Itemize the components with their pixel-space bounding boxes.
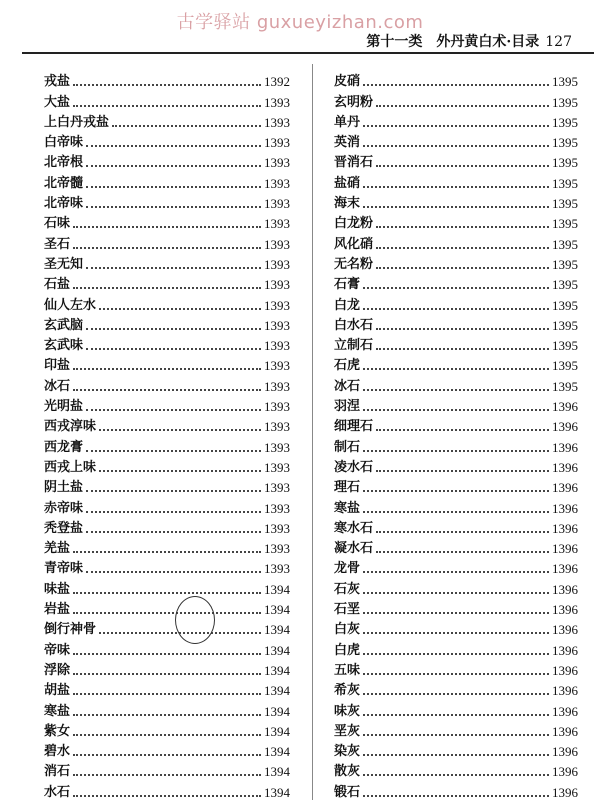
entry-page-number: 1393 bbox=[264, 338, 290, 354]
entry-page-number: 1395 bbox=[552, 196, 578, 212]
index-entry bbox=[334, 171, 578, 191]
index-entry bbox=[334, 395, 578, 415]
entry-page-number: 1396 bbox=[552, 703, 578, 719]
site-watermark: 古学驿站 guxueyizhan.com bbox=[176, 12, 424, 33]
entry-page-number: 1393 bbox=[264, 399, 290, 415]
index-entry bbox=[334, 374, 578, 394]
index-entry bbox=[334, 192, 578, 212]
entry-term: 羌盐 bbox=[44, 541, 71, 557]
index-entry bbox=[334, 253, 578, 273]
index-entry bbox=[44, 496, 290, 516]
entry-page-number: 1396 bbox=[552, 723, 578, 739]
entry-term: 白龙粉 bbox=[334, 216, 374, 232]
entry-page-number: 1396 bbox=[552, 602, 578, 618]
entry-page-number: 1394 bbox=[264, 602, 290, 618]
entry-page-number: 1393 bbox=[264, 236, 290, 252]
dot-leader bbox=[73, 84, 261, 86]
dot-leader bbox=[73, 754, 261, 756]
entry-term: 皮硝 bbox=[334, 74, 361, 90]
entry-term: 冰石 bbox=[44, 378, 71, 394]
index-entry bbox=[334, 212, 578, 232]
column-divider bbox=[312, 64, 313, 800]
dot-leader bbox=[73, 714, 261, 716]
dot-leader bbox=[363, 795, 549, 797]
entry-term: 水石 bbox=[44, 784, 71, 800]
dot-leader bbox=[363, 754, 549, 756]
entry-term: 仙人左水 bbox=[44, 297, 97, 313]
entry-page-number: 1394 bbox=[264, 622, 290, 638]
entry-term: 凝水石 bbox=[334, 541, 374, 557]
entry-page-number: 1396 bbox=[552, 784, 578, 800]
dot-leader bbox=[376, 429, 549, 431]
index-entry bbox=[44, 314, 290, 334]
dot-leader bbox=[363, 125, 549, 127]
entry-term: 胡盐 bbox=[44, 683, 71, 699]
entry-page-number: 1396 bbox=[552, 744, 578, 760]
dot-leader bbox=[112, 125, 261, 127]
index-entry bbox=[334, 90, 578, 110]
index-entry bbox=[334, 111, 578, 131]
entry-page-number: 1393 bbox=[264, 439, 290, 455]
entry-page-number: 1396 bbox=[552, 439, 578, 455]
index-entry bbox=[44, 70, 290, 90]
index-entry bbox=[44, 517, 290, 537]
dot-leader bbox=[363, 206, 549, 208]
entry-page-number: 1395 bbox=[552, 74, 578, 90]
entry-page-number: 1395 bbox=[552, 256, 578, 272]
entry-page-number: 1395 bbox=[552, 378, 578, 394]
entry-page-number: 1395 bbox=[552, 216, 578, 232]
entry-term: 岩盐 bbox=[44, 602, 71, 618]
index-entry bbox=[334, 334, 578, 354]
index-entry bbox=[44, 253, 290, 273]
dot-leader bbox=[73, 226, 261, 228]
dot-leader bbox=[363, 653, 549, 655]
index-entry bbox=[334, 435, 578, 455]
entry-page-number: 1395 bbox=[552, 94, 578, 110]
dot-leader bbox=[73, 693, 261, 695]
dot-leader bbox=[363, 511, 549, 513]
entry-term: 玄明粉 bbox=[334, 94, 374, 110]
dot-leader bbox=[99, 308, 261, 310]
entry-term: 西戎淳味 bbox=[44, 419, 97, 435]
entry-page-number: 1395 bbox=[552, 358, 578, 374]
dot-leader bbox=[363, 693, 549, 695]
entry-page-number: 1396 bbox=[552, 541, 578, 557]
right-index-column bbox=[334, 70, 578, 801]
entry-page-number: 1393 bbox=[264, 196, 290, 212]
dot-leader bbox=[376, 470, 549, 472]
entry-page-number: 1393 bbox=[264, 459, 290, 475]
entry-page-number: 1395 bbox=[552, 317, 578, 333]
index-entry bbox=[44, 415, 290, 435]
entry-page-number: 1394 bbox=[264, 662, 290, 678]
entry-term: 北帝根 bbox=[44, 155, 84, 171]
entry-term: 青帝味 bbox=[44, 561, 84, 577]
dot-leader bbox=[73, 592, 261, 594]
entry-page-number: 1395 bbox=[552, 155, 578, 171]
dot-leader bbox=[376, 226, 549, 228]
entry-page-number: 1393 bbox=[264, 94, 290, 110]
entry-page-number: 1394 bbox=[264, 723, 290, 739]
dot-leader bbox=[376, 551, 549, 553]
section-title: 第十一类 外丹黄白术·目录 bbox=[366, 34, 540, 50]
entry-page-number: 1396 bbox=[552, 419, 578, 435]
index-entry bbox=[334, 273, 578, 293]
entry-term: 盐硝 bbox=[334, 175, 361, 191]
dot-leader bbox=[86, 206, 261, 208]
index-entry bbox=[334, 618, 578, 638]
index-entry bbox=[334, 232, 578, 252]
dot-leader bbox=[376, 105, 549, 107]
index-entry bbox=[334, 557, 578, 577]
entry-term: 白帝味 bbox=[44, 135, 84, 151]
dot-leader bbox=[73, 774, 261, 776]
entry-page-number: 1393 bbox=[264, 135, 290, 151]
entry-page-number: 1393 bbox=[264, 317, 290, 333]
dot-leader bbox=[86, 328, 261, 330]
entry-page-number: 1393 bbox=[264, 175, 290, 191]
index-entry bbox=[44, 90, 290, 110]
entry-page-number: 1393 bbox=[264, 480, 290, 496]
entry-term: 石膏 bbox=[334, 277, 361, 293]
entry-term: 白虎 bbox=[334, 642, 361, 658]
entry-page-number: 1395 bbox=[552, 114, 578, 130]
entry-term: 制石 bbox=[334, 439, 361, 455]
header-rule bbox=[22, 52, 594, 54]
entry-term: 碧水 bbox=[44, 744, 71, 760]
entry-term: 垩灰 bbox=[334, 723, 361, 739]
dot-leader bbox=[73, 389, 261, 391]
index-entry bbox=[334, 537, 578, 557]
index-entry bbox=[44, 476, 290, 496]
dot-leader bbox=[86, 531, 261, 533]
dot-leader bbox=[86, 409, 261, 411]
entry-page-number: 1393 bbox=[264, 378, 290, 394]
entry-page-number: 1396 bbox=[552, 399, 578, 415]
dot-leader bbox=[376, 531, 549, 533]
index-entry bbox=[334, 659, 578, 679]
entry-page-number: 1394 bbox=[264, 744, 290, 760]
entry-page-number: 1395 bbox=[552, 135, 578, 151]
entry-term: 北帝髓 bbox=[44, 175, 84, 191]
dot-leader bbox=[86, 165, 261, 167]
entry-page-number: 1394 bbox=[264, 703, 290, 719]
index-entry bbox=[44, 780, 290, 800]
entry-page-number: 1393 bbox=[264, 114, 290, 130]
index-entry bbox=[44, 659, 290, 679]
dot-leader bbox=[86, 450, 261, 452]
entry-term: 寒盐 bbox=[334, 500, 361, 516]
entry-page-number: 1393 bbox=[264, 358, 290, 374]
index-entry bbox=[44, 598, 290, 618]
entry-term: 阴土盐 bbox=[44, 480, 84, 496]
dot-leader bbox=[376, 267, 549, 269]
entry-term: 石垩 bbox=[334, 602, 361, 618]
entry-term: 西戎上味 bbox=[44, 459, 97, 475]
index-entry bbox=[334, 720, 578, 740]
index-entry bbox=[44, 699, 290, 719]
entry-page-number: 1394 bbox=[264, 642, 290, 658]
dot-leader bbox=[376, 328, 549, 330]
entry-page-number: 1394 bbox=[264, 764, 290, 780]
index-entry bbox=[44, 212, 290, 232]
entry-page-number: 1395 bbox=[552, 175, 578, 191]
dot-leader bbox=[73, 734, 261, 736]
entry-term: 白水石 bbox=[334, 317, 374, 333]
index-entry bbox=[44, 740, 290, 760]
index-entry bbox=[44, 151, 290, 171]
entry-term: 细理石 bbox=[334, 419, 374, 435]
entry-page-number: 1392 bbox=[264, 74, 290, 90]
entry-term: 白龙 bbox=[334, 297, 361, 313]
index-entry bbox=[44, 293, 290, 313]
entry-term: 白灰 bbox=[334, 622, 361, 638]
entry-term: 戎盐 bbox=[44, 74, 71, 90]
dot-leader bbox=[363, 592, 549, 594]
entry-term: 印盐 bbox=[44, 358, 71, 374]
index-entry bbox=[334, 151, 578, 171]
dot-leader bbox=[73, 653, 261, 655]
entry-page-number: 1393 bbox=[264, 277, 290, 293]
entry-term: 浮除 bbox=[44, 662, 71, 678]
entry-term: 希灰 bbox=[334, 683, 361, 699]
dot-leader bbox=[363, 734, 549, 736]
entry-term: 秃登盐 bbox=[44, 520, 84, 536]
index-entry bbox=[334, 314, 578, 334]
index-entry bbox=[334, 517, 578, 537]
entry-term: 紫女 bbox=[44, 723, 71, 739]
dot-leader bbox=[363, 186, 549, 188]
index-entry bbox=[44, 760, 290, 780]
entry-term: 味盐 bbox=[44, 581, 71, 597]
page-number: 127 bbox=[545, 34, 572, 50]
index-entry bbox=[44, 273, 290, 293]
dot-leader bbox=[363, 145, 549, 147]
dot-leader bbox=[363, 308, 549, 310]
index-entry bbox=[44, 577, 290, 597]
index-entry bbox=[44, 334, 290, 354]
entry-page-number: 1396 bbox=[552, 683, 578, 699]
index-entry bbox=[44, 679, 290, 699]
dot-leader bbox=[86, 511, 261, 513]
entry-term: 龙骨 bbox=[334, 561, 361, 577]
entry-term: 倒行神骨 bbox=[44, 622, 97, 638]
dot-leader bbox=[73, 287, 261, 289]
entry-page-number: 1396 bbox=[552, 622, 578, 638]
entry-term: 帝味 bbox=[44, 642, 71, 658]
dot-leader bbox=[376, 247, 549, 249]
dot-leader bbox=[363, 612, 549, 614]
index-entry bbox=[44, 111, 290, 131]
entry-term: 英消 bbox=[334, 135, 361, 151]
dot-leader bbox=[363, 409, 549, 411]
entry-term: 赤帝味 bbox=[44, 500, 84, 516]
dot-leader bbox=[73, 247, 261, 249]
entry-term: 羽涅 bbox=[334, 399, 361, 415]
entry-term: 玄武脑 bbox=[44, 317, 84, 333]
dot-leader bbox=[86, 267, 261, 269]
entry-page-number: 1396 bbox=[552, 581, 578, 597]
entry-term: 寒盐 bbox=[44, 703, 71, 719]
index-entry bbox=[334, 699, 578, 719]
index-entry bbox=[44, 171, 290, 191]
index-entry bbox=[44, 354, 290, 374]
entry-page-number: 1396 bbox=[552, 480, 578, 496]
entry-page-number: 1396 bbox=[552, 561, 578, 577]
dot-leader bbox=[73, 795, 261, 797]
entry-page-number: 1394 bbox=[264, 581, 290, 597]
entry-term: 西龙膏 bbox=[44, 439, 84, 455]
entry-term: 理石 bbox=[334, 480, 361, 496]
entry-page-number: 1393 bbox=[264, 500, 290, 516]
entry-page-number: 1396 bbox=[552, 520, 578, 536]
index-entry bbox=[334, 415, 578, 435]
index-entry bbox=[334, 577, 578, 597]
entry-page-number: 1396 bbox=[552, 662, 578, 678]
dot-leader bbox=[99, 429, 261, 431]
dot-leader bbox=[363, 287, 549, 289]
entry-page-number: 1393 bbox=[264, 419, 290, 435]
entry-page-number: 1396 bbox=[552, 500, 578, 516]
index-entry bbox=[334, 70, 578, 90]
index-entry bbox=[334, 131, 578, 151]
index-entry bbox=[44, 618, 290, 638]
dot-leader bbox=[86, 348, 261, 350]
entry-term: 锻石 bbox=[334, 784, 361, 800]
entry-page-number: 1393 bbox=[264, 541, 290, 557]
entry-term: 圣石 bbox=[44, 236, 71, 252]
entry-page-number: 1393 bbox=[264, 297, 290, 313]
dot-leader bbox=[363, 774, 549, 776]
dot-leader bbox=[376, 348, 549, 350]
index-entry bbox=[44, 638, 290, 658]
index-entry bbox=[334, 780, 578, 800]
entry-page-number: 1395 bbox=[552, 338, 578, 354]
index-entry bbox=[44, 435, 290, 455]
index-entry bbox=[334, 456, 578, 476]
dot-leader bbox=[363, 368, 549, 370]
entry-term: 单丹 bbox=[334, 114, 361, 130]
index-entry bbox=[334, 760, 578, 780]
entry-term: 光明盐 bbox=[44, 399, 84, 415]
entry-page-number: 1396 bbox=[552, 459, 578, 475]
entry-page-number: 1395 bbox=[552, 297, 578, 313]
entry-page-number: 1393 bbox=[264, 256, 290, 272]
entry-term: 无名粉 bbox=[334, 256, 374, 272]
entry-term: 消石 bbox=[44, 764, 71, 780]
dot-leader bbox=[86, 571, 261, 573]
dot-leader bbox=[363, 571, 549, 573]
entry-term: 石虎 bbox=[334, 358, 361, 374]
index-entry bbox=[44, 537, 290, 557]
dot-leader bbox=[363, 450, 549, 452]
entry-page-number: 1396 bbox=[552, 764, 578, 780]
index-entry bbox=[334, 354, 578, 374]
index-entry bbox=[334, 293, 578, 313]
index-entry bbox=[44, 557, 290, 577]
entry-term: 圣无知 bbox=[44, 256, 84, 272]
dot-leader bbox=[363, 490, 549, 492]
entry-term: 凌水石 bbox=[334, 459, 374, 475]
dot-leader bbox=[363, 389, 549, 391]
entry-term: 冰石 bbox=[334, 378, 361, 394]
index-entry bbox=[334, 740, 578, 760]
index-entry bbox=[334, 679, 578, 699]
handdrawn-circle-mark bbox=[175, 596, 215, 644]
dot-leader bbox=[363, 714, 549, 716]
left-index-column bbox=[44, 70, 290, 801]
dot-leader bbox=[86, 186, 261, 188]
index-entry bbox=[44, 456, 290, 476]
entry-term: 玄武味 bbox=[44, 338, 84, 354]
entry-term: 石味 bbox=[44, 216, 71, 232]
dot-leader bbox=[73, 551, 261, 553]
entry-page-number: 1395 bbox=[552, 236, 578, 252]
entry-term: 石灰 bbox=[334, 581, 361, 597]
dot-leader bbox=[73, 368, 261, 370]
dot-leader bbox=[73, 673, 261, 675]
entry-term: 味灰 bbox=[334, 703, 361, 719]
entry-page-number: 1396 bbox=[552, 642, 578, 658]
entry-page-number: 1393 bbox=[264, 561, 290, 577]
index-entry bbox=[44, 232, 290, 252]
index-entry bbox=[44, 374, 290, 394]
index-entry bbox=[44, 131, 290, 151]
index-entry bbox=[334, 496, 578, 516]
dot-leader bbox=[86, 145, 261, 147]
entry-term: 晋消石 bbox=[334, 155, 374, 171]
dot-leader bbox=[99, 470, 261, 472]
entry-term: 五味 bbox=[334, 662, 361, 678]
entry-term: 北帝味 bbox=[44, 196, 84, 212]
entry-term: 上白丹戎盐 bbox=[44, 114, 110, 130]
entry-page-number: 1393 bbox=[264, 520, 290, 536]
entry-term: 海末 bbox=[334, 196, 361, 212]
running-header bbox=[366, 31, 572, 51]
index-entry bbox=[44, 192, 290, 212]
index-entry bbox=[334, 598, 578, 618]
entry-page-number: 1394 bbox=[264, 784, 290, 800]
entry-page-number: 1393 bbox=[264, 216, 290, 232]
entry-term: 大盐 bbox=[44, 94, 71, 110]
index-entry bbox=[44, 395, 290, 415]
entry-term: 散灰 bbox=[334, 764, 361, 780]
index-entry bbox=[334, 638, 578, 658]
dot-leader bbox=[376, 165, 549, 167]
entry-term: 染灰 bbox=[334, 744, 361, 760]
entry-page-number: 1394 bbox=[264, 683, 290, 699]
index-entry bbox=[44, 720, 290, 740]
entry-term: 立制石 bbox=[334, 338, 374, 354]
entry-term: 风化硝 bbox=[334, 236, 374, 252]
dot-leader bbox=[73, 105, 261, 107]
dot-leader bbox=[86, 490, 261, 492]
dot-leader bbox=[363, 673, 549, 675]
index-entry bbox=[334, 476, 578, 496]
dot-leader bbox=[363, 84, 549, 86]
dot-leader bbox=[73, 612, 261, 614]
dot-leader bbox=[363, 632, 549, 634]
entry-term: 寒水石 bbox=[334, 520, 374, 536]
entry-page-number: 1393 bbox=[264, 155, 290, 171]
entry-term: 石盐 bbox=[44, 277, 71, 293]
entry-page-number: 1395 bbox=[552, 277, 578, 293]
